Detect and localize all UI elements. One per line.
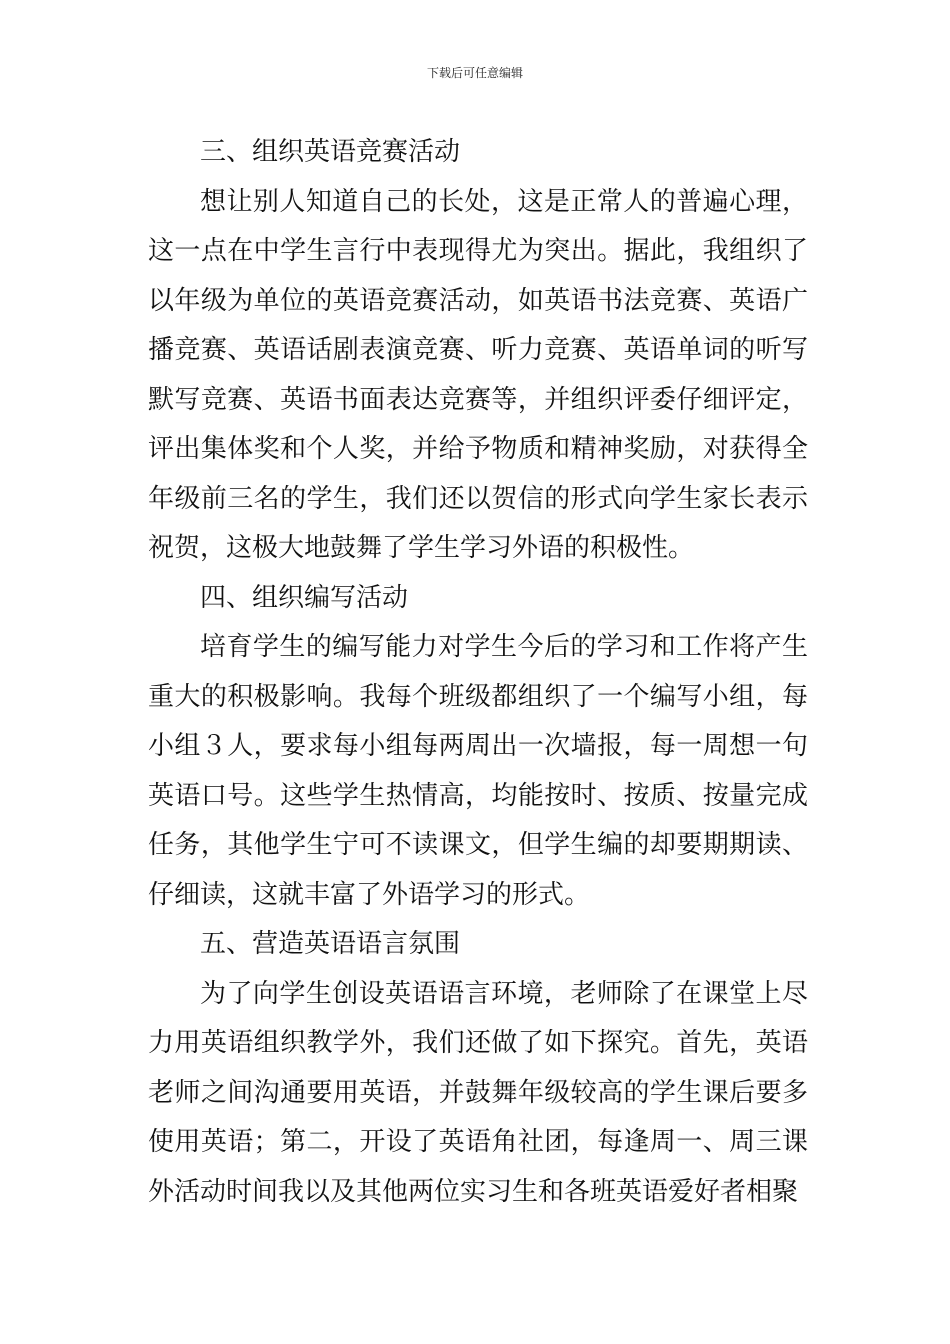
section-paragraph-3: 想让别人知道自己的长处，这是正常人的普遍心理，这一点在中学生言行中表现得尤为突出。据此，我组织了以年级为单位的英语竞赛活动，如英语书法竞赛、英语广播竞赛、英语话剧表演竞赛、听力竞赛、英语单词的听写默写竞赛、英语书面表达竞赛等，并组织评委仔细评定，评出集体奖和个人奖，并给予物质和精神奖励，对获得全年级前三名的学生，我们还以贺信的形式向学生家长表示祝贺，这极大地鼓舞了学生学习外语的积极性。 [148,186,808,563]
document-body [148,128,808,1217]
section-heading-5: 五、营造英语语言氛围 [200,929,461,959]
section-paragraph-4: 培育学生的编写能力对学生今后的学习和工作将产生重大的积极影响。我每个班级都组织了一个编写小组，每小组３人，要求每小组每两周出一次墙报，每一周想一句英语口号。这些学生热情高，均能按时、按质、按量完成任务，其他学生宁可不读课文，但学生编的却要期期读、仔细读，这就丰富了外语学习的形式。 [148,632,808,910]
section-heading-3: 三、组织英语竞赛活动 [200,137,461,167]
section-heading-4: 四、组织编写活动 [200,582,409,613]
section-paragraph-5: 为了向学生创设英语语言环境，老师除了在课堂上尽力用英语组织教学外，我们还做了如下探究。首先，英语老师之间沟通要用英语，并鼓舞年级较高的学生课后要多使用英语；第二，开设了英语角社团，每逢周一、周三课外活动时间我以及其他两位实习生和各班英语爱好者相聚 [148,978,808,1207]
page-header-note: 下载后可任意编辑 [426,66,523,80]
